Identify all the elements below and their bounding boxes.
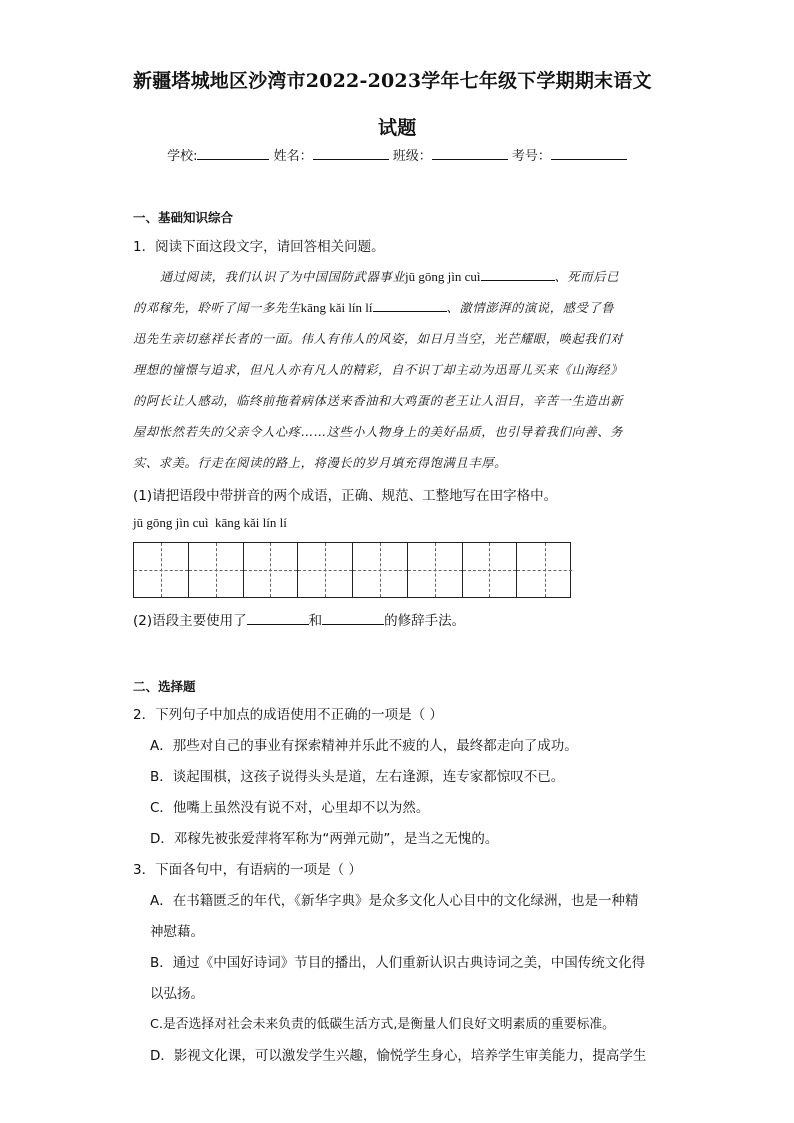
question-1-sub-2: (2)语段主要使用了 和 的修辞手法。 — [133, 613, 466, 629]
question-3-stem: 3．下面各句中，有语病的一项是（ ） — [133, 862, 362, 878]
question-2-option-d: D．邓稼先被张爱萍将军称为“两弹元勋”，是当之无愧的。 — [150, 831, 499, 847]
number-blank — [551, 146, 627, 160]
name-label: 姓名： — [273, 149, 313, 164]
question-1-sub-1: (1)请把语段中带拼音的两个成语，正确、规范、工整地写在田字格中。 — [133, 488, 558, 504]
passage-line-1: 通过阅读，我们认识了为中国国防武器事业jū gōng jìn cuì 、死而后已 — [160, 269, 620, 284]
question-3-option-a-line2: 神慰藉。 — [150, 924, 204, 940]
section-heading-basic: 一、基础知识综合 — [133, 210, 234, 225]
tianzige-cell[interactable] — [244, 543, 299, 597]
question-3-option-d-line1: D．影视文化课，可以激发学生兴趣，愉悦学生身心，培养学生审美能力，提高学生 — [150, 1048, 647, 1064]
section-heading-choice: 二、选择题 — [133, 679, 196, 694]
passage-line-6: 屋却怅然若失的父亲令人心疼……这些小人物身上的美好品质，也引导着我们向善、务 — [133, 425, 624, 439]
tianzige-cell[interactable] — [353, 543, 408, 597]
tianzige-cell[interactable] — [134, 543, 189, 597]
tianzige-cell[interactable] — [298, 543, 353, 597]
document-title-line2: 试题 — [378, 117, 417, 139]
document-title-line1: 新疆塔城地区沙湾市2022-2023学年七年级下学期期末语文 — [133, 70, 652, 92]
tianzige-grid[interactable] — [133, 542, 571, 598]
pinyin-idiom-1: jū gōng jìn cuì — [405, 269, 481, 284]
class-label: 班级： — [392, 149, 432, 164]
tianzige-cell[interactable] — [463, 543, 518, 597]
school-label: 学校: — [167, 149, 198, 164]
question-1-stem: 1．阅读下面这段文字，请回答相关问题。 — [133, 239, 385, 255]
passage-line-4: 理想的憧憬与追求，但凡人亦有凡人的精彩，自不识丁却主动为迅哥儿买来《山海经》 — [133, 363, 624, 377]
answer-blank-idiom-2 — [373, 299, 447, 312]
passage-line-7: 实、求美。行走在阅读的路上，将漫长的岁月填充得饱满且丰厚。 — [133, 456, 508, 470]
passage-line-5: 的阿长让人感动，临终前拖着病体送来香油和大鸡蛋的老王让人泪目，辛苦一生造出新 — [133, 394, 624, 408]
question-3-option-b-line1: B．通过《中国好诗词》节目的播出，人们重新认识古典诗词之美，中国传统文化得 — [150, 955, 646, 971]
answer-blank-rhetoric-2[interactable] — [322, 612, 384, 625]
name-blank — [313, 146, 389, 160]
tianzige-cell[interactable] — [408, 543, 463, 597]
question-2-option-a: A．那些对自己的事业有探索精神并乐此不疲的人，最终都走向了成功。 — [150, 738, 578, 754]
question-3-option-a-line1: A．在书籍匮乏的年代，《新华字典》是众多文化人心目中的文化绿洲，也是一种精 — [150, 893, 639, 909]
question-2-option-c: C．他嘴上虽然没有说不对，心里却不以为然。 — [150, 800, 430, 816]
tianzige-cell[interactable] — [517, 543, 572, 597]
passage-line-2: 的邓稼先，聆听了闻一多先生kāng kǎi lín lí 、激情澎湃的演说，感受了鲁 — [133, 300, 615, 315]
student-info-line — [0, 145, 794, 164]
question-3-option-b-line2: 以弘扬。 — [150, 986, 204, 1002]
class-blank — [432, 146, 508, 160]
school-blank — [197, 146, 269, 160]
question-2-option-b: B．谈起围棋，这孩子说得头头是道，左右逢源，连专家都惊叹不已。 — [150, 769, 565, 785]
tianzige-cell[interactable] — [189, 543, 244, 597]
passage-line-3: 迅先生亲切慈祥长者的一面。伟人有伟人的风姿，如日月当空，光芒耀眼，唤起我们对 — [133, 332, 624, 346]
answer-blank-rhetoric-1[interactable] — [247, 612, 309, 625]
pinyin-reference-line: jū gōng jìn cuì kāng kǎi lín lí — [133, 515, 287, 530]
number-label: 考号： — [511, 149, 551, 164]
question-3-option-c: C.是否选择对社会未来负责的低碳生活方式,是衡量人们良好文明素质的重要标准。 — [150, 1017, 615, 1032]
question-2-stem: 2．下列句子中加点的成语使用不正确的一项是（ ） — [133, 707, 443, 723]
answer-blank-idiom-1 — [481, 268, 555, 281]
pinyin-idiom-2: kāng kǎi lín lí — [300, 300, 373, 315]
